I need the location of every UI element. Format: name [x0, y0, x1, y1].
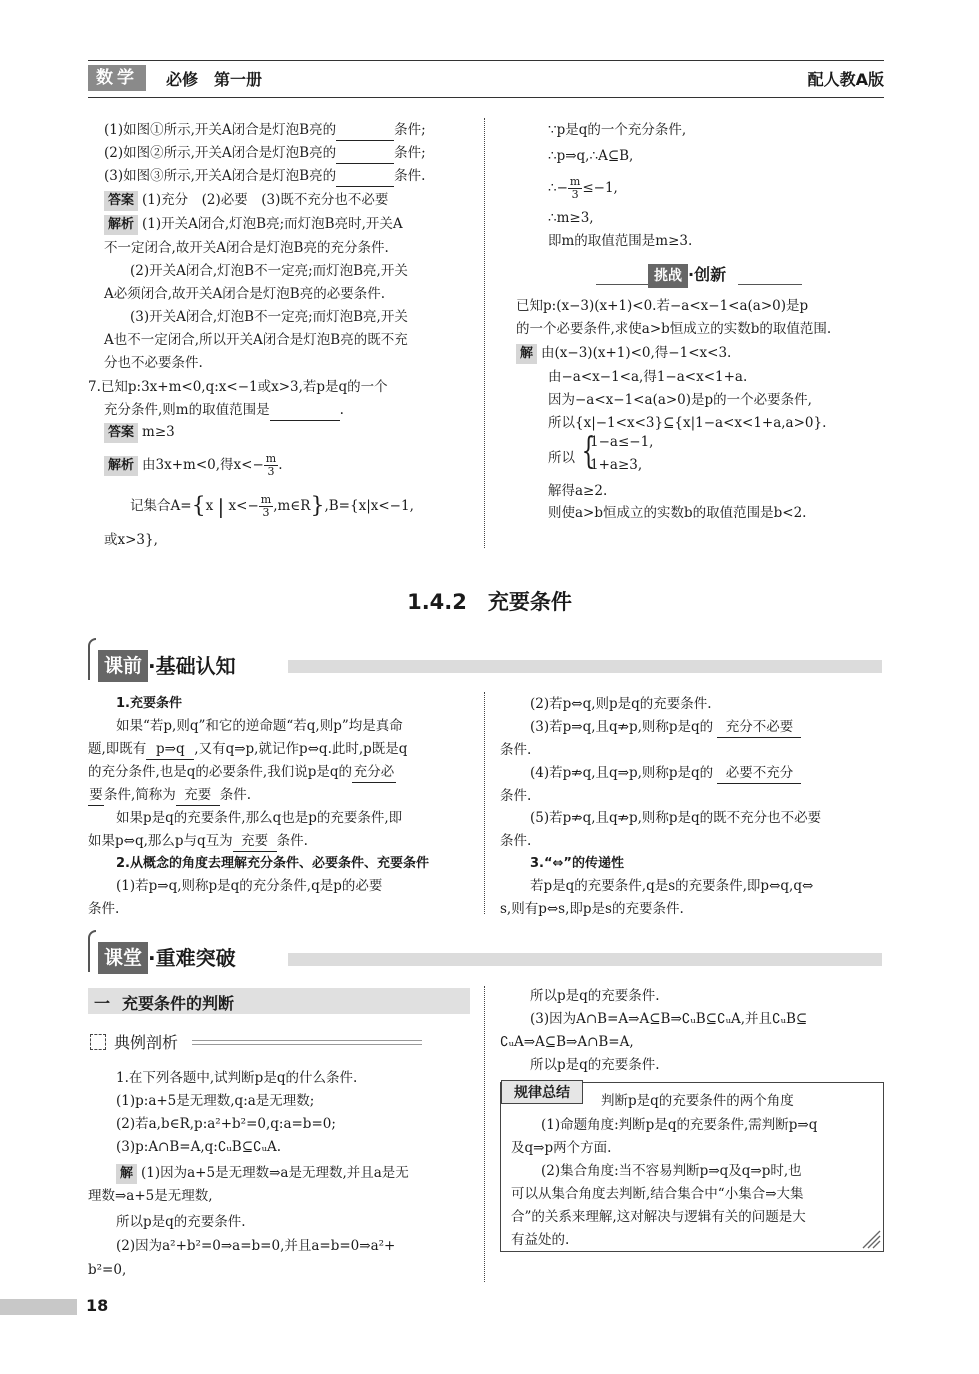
- summary-line: 及q⇒p两个方面.: [511, 1140, 612, 1156]
- question-7: 7.已知p:3x+m<0,q:x<−1或x>3,若p是q的一个: [88, 379, 388, 395]
- divider: [738, 284, 802, 285]
- set-definition: 记集合A={x | x<− $\frac{m}{3}$ ,m∈R},B={x|x<−1,: [130, 493, 414, 519]
- example-line: 1.在下列各题中,试判断p是q的什么条件.: [116, 1070, 358, 1086]
- solution-line: b²=0,: [88, 1262, 127, 1278]
- divider: [192, 1040, 422, 1041]
- analysis-line: A必须闭合,故开关A闭合是灯泡B亮的必要条件.: [104, 286, 386, 302]
- problem-line: 的一个必要条件,求使a>b恒成立的实数b的取值范围.: [516, 321, 832, 337]
- challenge-tag: 挑战: [648, 264, 688, 288]
- body-line: (5)若p⇏q,且q⇏p,则称p是q的既不充分也不必要: [530, 810, 822, 826]
- reasoning-line: ∴p⇒q,∴A⊆B,: [548, 148, 634, 164]
- subheading: 2.从概念的角度去理解充分条件、必要条件、充要条件: [116, 856, 429, 871]
- body-line: s,则有p⇔s,即p是s的充要条件.: [500, 901, 684, 917]
- heading-bar: [288, 953, 882, 966]
- body-line: 若p是q的充要条件,q是s的充要条件,即p⇔q,q⇔: [530, 878, 814, 894]
- summary-line: 有益处的.: [511, 1232, 570, 1248]
- in-class-tag: 课堂: [98, 942, 148, 974]
- body-line: 的充分条件,也是q的必要条件,我们说p是q的 充分必: [88, 762, 396, 783]
- summary-line: (1)命题角度:判断p是q的充要条件,需判断p⇒q: [541, 1117, 818, 1133]
- solution-line: (2)因为a²+b²=0⇒a=b=0,并且a=b=0⇒a²+: [116, 1238, 396, 1254]
- solution-line: 所以{x|−1<x<3}⊆{x|1−a<x<1+a,a>0}.: [548, 415, 827, 431]
- reasoning-line: ∴− $\frac{m}{3}$ ≤−1,: [548, 175, 618, 201]
- body-line: 要条件,简称为 充要 条件.: [88, 785, 251, 806]
- column-divider: [484, 692, 485, 914]
- heading-bar: [288, 660, 882, 673]
- body-line: 条件.: [88, 901, 120, 917]
- reasoning-line: ∴m≥3,: [548, 210, 594, 226]
- challenge-title: ·创新: [688, 265, 727, 284]
- summary-tag: 规律总结: [501, 1080, 583, 1104]
- example-title: 典例剖析: [114, 1033, 179, 1052]
- answer-tag: 答案: [104, 191, 138, 211]
- analysis-line: A也不一定闭合,所以开关A闭合是灯泡B亮的既不充: [104, 332, 408, 348]
- page-number: 18: [86, 1296, 109, 1315]
- example-line: (1)p:a+5是无理数,q:a是无理数;: [116, 1093, 315, 1109]
- subheading: 3.“⇔”的传递性: [530, 856, 624, 871]
- section-title: 1.4.2 充要条件: [407, 590, 572, 614]
- question-line: (1)如图①所示,开关A闭合是灯泡B亮的 条件;: [104, 120, 426, 141]
- set-definition-end: 或x>3},: [104, 532, 158, 548]
- body-line: (2)若p⇔q,则p是q的充要条件.: [530, 696, 712, 712]
- in-class-heading: [98, 942, 236, 974]
- challenge-heading: [648, 262, 726, 286]
- solution-tag: 解: [116, 1164, 137, 1184]
- question-line: (3)如图③所示,开关A闭合是灯泡B亮的 条件.: [104, 166, 425, 187]
- analysis-tag: 解析: [104, 215, 138, 235]
- in-class-title: ·重难突破: [148, 946, 236, 970]
- solution-line: 解 (1)因为a+5是无理数⇒a是无理数,并且a是无: [116, 1163, 409, 1184]
- solution-line: 由−a<x−1<a,得1−a<x<1+a.: [548, 369, 748, 385]
- body-line: (4)若p⇏q,且q⇒p,则称p是q的 必要不充分: [530, 763, 801, 784]
- solution-line: 所以p是q的充要条件.: [530, 988, 660, 1004]
- analysis-line: 解析 (1)开关A闭合,灯泡B亮;而灯泡B亮时,开关A: [104, 214, 403, 235]
- solution-line: ∁ᵤA⇒A⊆B⇒A∩B=A,: [500, 1034, 634, 1050]
- summary-line: (2)集合角度:当不容易判断p⇒q及q⇒p时,也: [541, 1163, 802, 1179]
- analysis-line: 分也不必要条件.: [104, 355, 203, 371]
- solution-line: 因为−a<x−1<a(a>0)是p的一个必要条件,: [548, 392, 812, 408]
- book-label: 必修 第一册: [166, 70, 263, 89]
- analysis-line: (2)开关A闭合,灯泡B不一定亮;而灯泡B亮,开关: [130, 263, 408, 279]
- answer-line: 答案 m≥3: [104, 422, 175, 443]
- body-line: 如果p是q的充要条件,那么q也是p的充要条件,即: [116, 810, 403, 826]
- edition-label: 配人教A版: [807, 70, 884, 89]
- column-divider: [484, 986, 485, 1282]
- subheading: 1.充要条件: [116, 696, 182, 711]
- subtopic-number: 一: [94, 994, 111, 1013]
- solution-line: 解 由(x−3)(x+1)<0,得−1<x<3.: [516, 343, 731, 364]
- question-line: (2)如图②所示,开关A闭合是灯泡B亮的 条件;: [104, 143, 426, 164]
- analysis-line: 不一定闭合,故开关A闭合是灯泡B亮的充分条件.: [104, 240, 389, 256]
- summary-line: 判断p是q的充要条件的两个角度: [601, 1093, 794, 1109]
- divider: [192, 1044, 422, 1045]
- heading-bracket: [88, 930, 96, 972]
- footer-bar: [0, 1299, 77, 1315]
- solution-line: 所以p是q的充要条件.: [116, 1214, 246, 1230]
- answer-line: 答案 (1)充分 (2)必要 (3)既不充分也不必要: [104, 190, 388, 211]
- divider: [596, 284, 650, 285]
- example-line: (3)p:A∩B=A,q:∁ᵤB⊆∁ᵤA.: [116, 1139, 282, 1155]
- analysis-line: (3)开关A闭合,灯泡B不一定亮;而灯泡B亮,开关: [130, 309, 408, 325]
- reasoning-line: ∵p是q的一个充分条件,: [548, 122, 687, 138]
- reasoning-line: 即m的取值范围是m≥3.: [548, 233, 693, 249]
- solution-line: (3)因为A∩B=A⇒A⊆B⇒∁ᵤB⊆∁ᵤA,并且∁ᵤB⊆: [530, 1011, 808, 1027]
- problem-line: 已知p:(x−3)(x+1)<0.若−a<x−1<a(a>0)是p: [516, 298, 809, 314]
- pre-class-title: ·基础认知: [148, 654, 236, 678]
- body-line: 条件.: [500, 833, 532, 849]
- body-line: 如果p⇔q,那么p与q互为 充要 条件.: [88, 831, 308, 852]
- solution-line: 则使a>b恒成立的实数b的取值范围是b<2.: [548, 505, 807, 521]
- pre-class-tag: 课前: [98, 650, 148, 682]
- summary-line: 合”的关系来理解,这对解决与逻辑有关的问题是大: [511, 1209, 806, 1225]
- heading-bracket: [88, 638, 96, 680]
- example-line: (2)若a,b∈R,p:a²+b²=0,q:a=b=0;: [116, 1116, 336, 1132]
- solution-line: 理数⇒a+5是无理数,: [88, 1188, 213, 1204]
- solution-tag: 解: [516, 344, 537, 364]
- subject-label: 数学: [88, 65, 146, 91]
- subtopic-bar: [88, 988, 470, 1014]
- pre-class-heading: [98, 650, 236, 682]
- summary-box: [500, 1082, 884, 1252]
- solution-line: 所以p是q的充要条件.: [530, 1057, 660, 1073]
- body-line: 条件.: [500, 742, 532, 758]
- question-7-line2: 充分条件,则m的取值范围是 .: [104, 400, 344, 421]
- body-line: (1)若p⇒q,则称p是q的充分条件,q是p的必要: [116, 878, 383, 894]
- summary-line: 可以从集合角度去判断,结合集合中“小集合⇒大集: [511, 1186, 804, 1202]
- solution-line: 解得a≥2.: [548, 483, 608, 499]
- corner-hatch-icon: [859, 1227, 881, 1249]
- body-line: (3)若p⇒q,且q⇏p,则称p是q的 充分不必要: [530, 717, 801, 738]
- body-line: 题,即既有 p⇒q ,又有q⇒p,就记作p⇔q.此时,p既是q: [88, 739, 407, 760]
- body-line: 如果“若p,则q”和它的逆命题“若q,则p”均是真命: [116, 718, 403, 734]
- example-icon: [90, 1034, 106, 1050]
- subtopic-title: 充要条件的判断: [122, 994, 235, 1013]
- column-divider: [484, 118, 485, 548]
- page-header: [88, 60, 884, 98]
- analysis-line: 解析 由3x+m<0,得x<− $\frac{m}{3}$ .: [104, 453, 283, 478]
- body-line: 条件.: [500, 788, 532, 804]
